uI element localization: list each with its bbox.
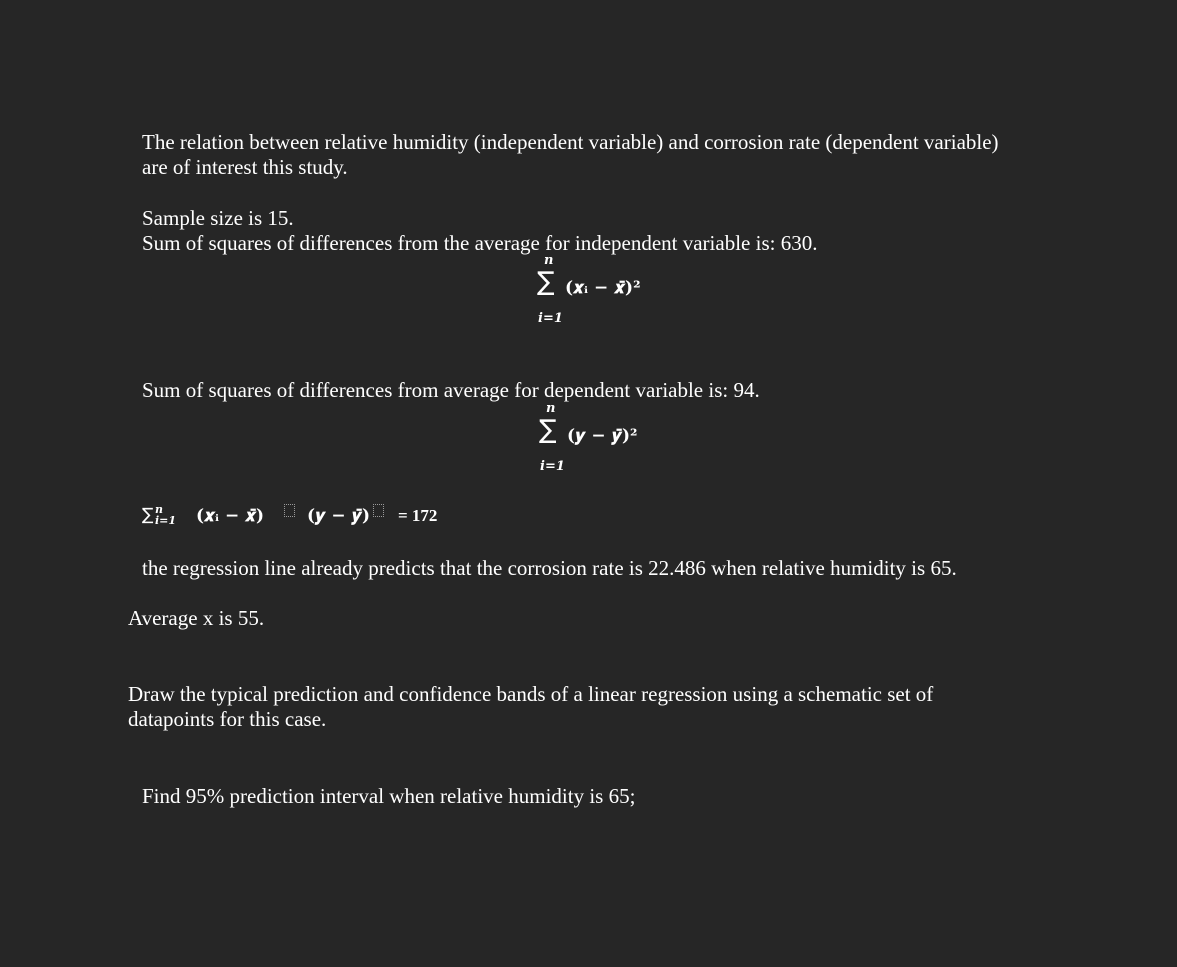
formula-x-sigma: ∑ [537,267,555,297]
sum-sq-x-text: Sum of squares of differences from the average for independent variable is: 630. [142,231,818,255]
average-x-text: Average x is 55. [128,606,265,630]
draw-bands-line-2: datapoints for this case. [128,707,327,731]
sample-size-text: Sample size is 15. [142,206,294,230]
intro-line-1: The relation between relative humidity (independent variable) and corrosion rate (dependent variable) [142,130,999,154]
formula-x-expression: (𝒙ᵢ − 𝒙̄)² [565,278,641,298]
cross-lower-limit: i=1 [155,514,177,527]
formula-y-expression: (𝒚 − 𝒚̄)² [567,426,638,446]
cross-term-y: (𝒚 − 𝒚̄) [307,506,371,526]
intro-line-2: are of interest this study. [142,155,348,179]
sum-sq-y-text: Sum of squares of differences from average for dependent variable is: 94. [142,378,760,402]
formula-sum-x [535,252,695,332]
formula-x-upper-limit: n [544,253,554,268]
formula-y-upper-limit: n [546,401,556,416]
formula-y-lower-limit: i=1 [540,459,565,474]
cross-upper-limit: n [155,503,163,516]
placeholder-box [284,504,295,517]
formula-x-lower-limit: i=1 [538,311,563,326]
cross-product-formula [142,504,482,532]
cross-term-x: (𝒙ᵢ − 𝒙̄) [196,506,265,526]
formula-sum-y [537,400,697,480]
regression-text: the regression line already predicts that the corrosion rate is 22.486 when relative humidity is 65. [142,556,957,580]
cross-result: = 172 [398,506,438,525]
cross-sigma: ∑ [142,505,154,525]
placeholder-box [373,504,384,517]
formula-y-sigma: ∑ [539,415,557,445]
find-interval-text: Find 95% prediction interval when relative humidity is 65; [142,784,636,808]
draw-bands-line-1: Draw the typical prediction and confidence bands of a linear regression using a schematic set of [128,682,934,706]
